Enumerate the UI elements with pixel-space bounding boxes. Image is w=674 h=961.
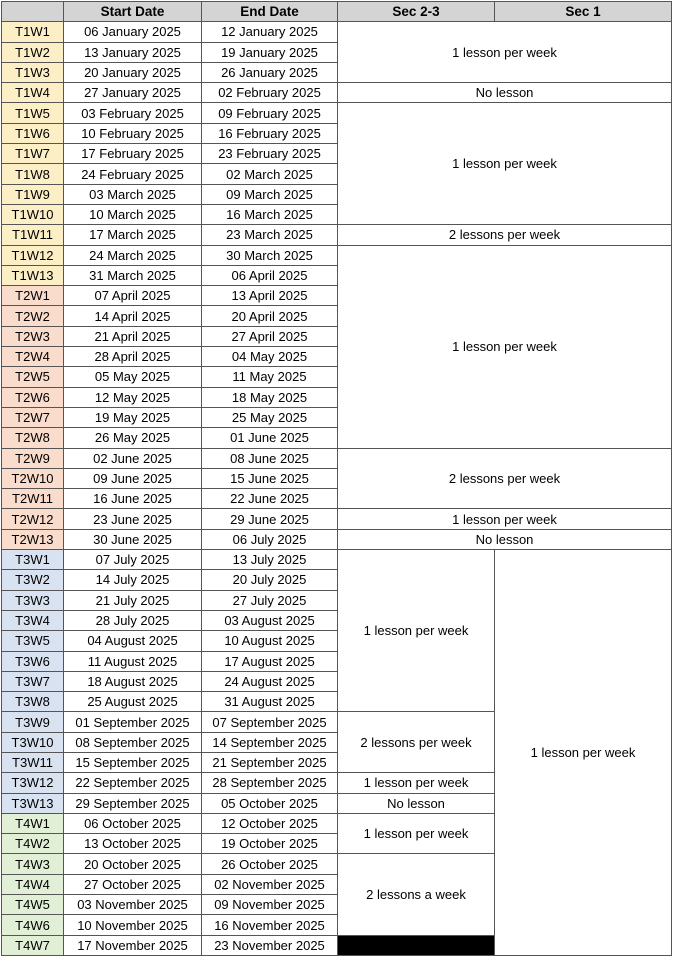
start-date-cell: 03 November 2025	[64, 895, 202, 915]
week-label: T2W6	[2, 387, 64, 407]
end-date-cell: 09 March 2025	[202, 184, 338, 204]
end-date-cell: 14 September 2025	[202, 732, 338, 752]
week-label: T2W8	[2, 428, 64, 448]
week-label: T1W2	[2, 42, 64, 62]
week-label: T1W13	[2, 265, 64, 285]
end-date-cell: 08 June 2025	[202, 448, 338, 468]
start-date-cell: 03 February 2025	[64, 103, 202, 123]
end-date-cell: 23 November 2025	[202, 935, 338, 955]
start-date-cell: 04 August 2025	[64, 631, 202, 651]
start-date-column-header: Start Date	[64, 2, 202, 22]
end-date-cell: 18 May 2025	[202, 387, 338, 407]
start-date-cell: 26 May 2025	[64, 428, 202, 448]
week-label: T3W3	[2, 590, 64, 610]
end-date-cell: 24 August 2025	[202, 671, 338, 691]
end-date-cell: 02 February 2025	[202, 83, 338, 103]
end-date-cell: 27 April 2025	[202, 326, 338, 346]
start-date-cell: 18 August 2025	[64, 671, 202, 691]
sec-2-3-column-header: Sec 2-3	[338, 2, 495, 22]
week-label: T4W6	[2, 915, 64, 935]
start-date-cell: 03 March 2025	[64, 184, 202, 204]
end-date-cell: 13 July 2025	[202, 550, 338, 570]
end-date-cell: 19 January 2025	[202, 42, 338, 62]
start-date-cell: 27 January 2025	[64, 83, 202, 103]
start-date-cell: 05 May 2025	[64, 367, 202, 387]
end-date-cell: 25 May 2025	[202, 407, 338, 427]
schedule-body	[2, 22, 672, 956]
start-date-cell: 10 November 2025	[64, 915, 202, 935]
lesson-frequency-cell: 2 lessons per week	[338, 448, 672, 509]
end-date-cell: 02 March 2025	[202, 164, 338, 184]
week-label: T1W7	[2, 144, 64, 164]
end-date-cell: 16 February 2025	[202, 123, 338, 143]
start-date-cell: 27 October 2025	[64, 874, 202, 894]
start-date-cell: 14 April 2025	[64, 306, 202, 326]
start-date-cell: 16 June 2025	[64, 489, 202, 509]
lesson-frequency-cell: 1 lesson per week	[338, 509, 672, 529]
start-date-cell: 25 August 2025	[64, 692, 202, 712]
week-label: T2W3	[2, 326, 64, 346]
week-label: T4W2	[2, 834, 64, 854]
lesson-frequency-cell: 2 lessons per week	[338, 225, 672, 245]
lesson-frequency-cell: 2 lessons a week	[338, 854, 495, 935]
table-row	[2, 448, 672, 468]
start-date-cell: 02 June 2025	[64, 448, 202, 468]
week-label: T3W2	[2, 570, 64, 590]
start-date-cell: 10 February 2025	[64, 123, 202, 143]
week-label: T1W10	[2, 204, 64, 224]
end-date-cell: 09 November 2025	[202, 895, 338, 915]
week-label: T3W12	[2, 773, 64, 793]
week-label: T1W11	[2, 225, 64, 245]
end-date-cell: 09 February 2025	[202, 103, 338, 123]
week-label: T2W10	[2, 468, 64, 488]
end-date-cell: 16 March 2025	[202, 204, 338, 224]
week-label: T3W10	[2, 732, 64, 752]
end-date-cell: 26 January 2025	[202, 62, 338, 82]
week-label: T1W8	[2, 164, 64, 184]
start-date-cell: 12 May 2025	[64, 387, 202, 407]
week-label: T1W4	[2, 83, 64, 103]
start-date-cell: 28 July 2025	[64, 610, 202, 630]
lesson-frequency-cell: 1 lesson per week	[338, 813, 495, 854]
end-date-cell: 06 July 2025	[202, 529, 338, 549]
week-label: T3W1	[2, 550, 64, 570]
start-date-cell: 31 March 2025	[64, 265, 202, 285]
week-label: T3W11	[2, 752, 64, 772]
lesson-frequency-cell: 1 lesson per week	[338, 22, 672, 83]
week-label: T1W5	[2, 103, 64, 123]
start-date-cell: 06 January 2025	[64, 22, 202, 42]
start-date-cell: 17 February 2025	[64, 144, 202, 164]
start-date-cell: 11 August 2025	[64, 651, 202, 671]
week-label: T4W4	[2, 874, 64, 894]
lesson-frequency-cell: No lesson	[338, 83, 672, 103]
end-date-cell: 11 May 2025	[202, 367, 338, 387]
end-date-cell: 03 August 2025	[202, 610, 338, 630]
week-label: T2W2	[2, 306, 64, 326]
end-date-cell: 31 August 2025	[202, 692, 338, 712]
table-row	[2, 550, 672, 570]
end-date-cell: 28 September 2025	[202, 773, 338, 793]
week-label: T3W5	[2, 631, 64, 651]
end-date-cell: 16 November 2025	[202, 915, 338, 935]
start-date-cell: 01 September 2025	[64, 712, 202, 732]
table-row	[2, 225, 672, 245]
start-date-cell: 21 July 2025	[64, 590, 202, 610]
end-date-cell: 10 August 2025	[202, 631, 338, 651]
end-date-cell: 15 June 2025	[202, 468, 338, 488]
table-row	[2, 509, 672, 529]
start-date-cell: 17 March 2025	[64, 225, 202, 245]
table-row	[2, 22, 672, 42]
week-label: T1W9	[2, 184, 64, 204]
end-date-cell: 19 October 2025	[202, 834, 338, 854]
end-date-cell: 12 October 2025	[202, 813, 338, 833]
week-label: T1W3	[2, 62, 64, 82]
week-label: T1W12	[2, 245, 64, 265]
start-date-cell: 20 January 2025	[64, 62, 202, 82]
end-date-cell: 05 October 2025	[202, 793, 338, 813]
start-date-cell: 06 October 2025	[64, 813, 202, 833]
start-date-cell: 22 September 2025	[64, 773, 202, 793]
week-label: T2W1	[2, 286, 64, 306]
week-label: T1W1	[2, 22, 64, 42]
table-row	[2, 245, 672, 265]
week-label: T3W9	[2, 712, 64, 732]
week-label: T2W12	[2, 509, 64, 529]
table-row	[2, 103, 672, 123]
start-date-cell: 30 June 2025	[64, 529, 202, 549]
start-date-cell: 13 October 2025	[64, 834, 202, 854]
start-date-cell: 20 October 2025	[64, 854, 202, 874]
lesson-frequency-cell: 1 lesson per week	[338, 245, 672, 448]
term-schedule-table	[1, 1, 672, 956]
end-date-column-header: End Date	[202, 2, 338, 22]
end-date-cell: 23 February 2025	[202, 144, 338, 164]
sec-1-column-header: Sec 1	[495, 2, 672, 22]
end-date-cell: 23 March 2025	[202, 225, 338, 245]
header-row	[2, 2, 672, 22]
end-date-cell: 12 January 2025	[202, 22, 338, 42]
end-date-cell: 06 April 2025	[202, 265, 338, 285]
week-label: T4W5	[2, 895, 64, 915]
start-date-cell: 14 July 2025	[64, 570, 202, 590]
start-date-cell: 23 June 2025	[64, 509, 202, 529]
lesson-frequency-cell: No lesson	[338, 793, 495, 813]
week-label: T2W13	[2, 529, 64, 549]
start-date-cell: 28 April 2025	[64, 347, 202, 367]
table-row	[2, 529, 672, 549]
start-date-cell: 09 June 2025	[64, 468, 202, 488]
week-label: T1W6	[2, 123, 64, 143]
end-date-cell: 26 October 2025	[202, 854, 338, 874]
end-date-cell: 21 September 2025	[202, 752, 338, 772]
start-date-cell: 13 January 2025	[64, 42, 202, 62]
lesson-frequency-cell: 2 lessons per week	[338, 712, 495, 773]
week-label: T3W4	[2, 610, 64, 630]
start-date-cell: 07 July 2025	[64, 550, 202, 570]
lesson-frequency-cell: 1 lesson per week	[338, 773, 495, 793]
blocked-cell	[338, 935, 495, 955]
end-date-cell: 27 July 2025	[202, 590, 338, 610]
week-label: T4W3	[2, 854, 64, 874]
sec-1-lesson-frequency: 1 lesson per week	[495, 550, 672, 956]
start-date-cell: 19 May 2025	[64, 407, 202, 427]
start-date-cell: 21 April 2025	[64, 326, 202, 346]
week-label: T3W8	[2, 692, 64, 712]
end-date-cell: 07 September 2025	[202, 712, 338, 732]
end-date-cell: 13 April 2025	[202, 286, 338, 306]
start-date-cell: 29 September 2025	[64, 793, 202, 813]
lesson-frequency-cell: 1 lesson per week	[338, 550, 495, 712]
lesson-frequency-cell: 1 lesson per week	[338, 103, 672, 225]
end-date-cell: 20 July 2025	[202, 570, 338, 590]
end-date-cell: 22 June 2025	[202, 489, 338, 509]
week-column-header	[2, 2, 64, 22]
start-date-cell: 17 November 2025	[64, 935, 202, 955]
week-label: T2W5	[2, 367, 64, 387]
week-label: T4W7	[2, 935, 64, 955]
start-date-cell: 08 September 2025	[64, 732, 202, 752]
table-row	[2, 83, 672, 103]
end-date-cell: 04 May 2025	[202, 347, 338, 367]
start-date-cell: 15 September 2025	[64, 752, 202, 772]
week-label: T3W6	[2, 651, 64, 671]
end-date-cell: 29 June 2025	[202, 509, 338, 529]
end-date-cell: 02 November 2025	[202, 874, 338, 894]
week-label: T4W1	[2, 813, 64, 833]
week-label: T2W7	[2, 407, 64, 427]
start-date-cell: 10 March 2025	[64, 204, 202, 224]
start-date-cell: 24 March 2025	[64, 245, 202, 265]
week-label: T3W7	[2, 671, 64, 691]
start-date-cell: 07 April 2025	[64, 286, 202, 306]
week-label: T2W9	[2, 448, 64, 468]
start-date-cell: 24 February 2025	[64, 164, 202, 184]
end-date-cell: 17 August 2025	[202, 651, 338, 671]
week-label: T3W13	[2, 793, 64, 813]
end-date-cell: 01 June 2025	[202, 428, 338, 448]
lesson-frequency-cell: No lesson	[338, 529, 672, 549]
week-label: T2W11	[2, 489, 64, 509]
end-date-cell: 30 March 2025	[202, 245, 338, 265]
week-label: T2W4	[2, 347, 64, 367]
end-date-cell: 20 April 2025	[202, 306, 338, 326]
